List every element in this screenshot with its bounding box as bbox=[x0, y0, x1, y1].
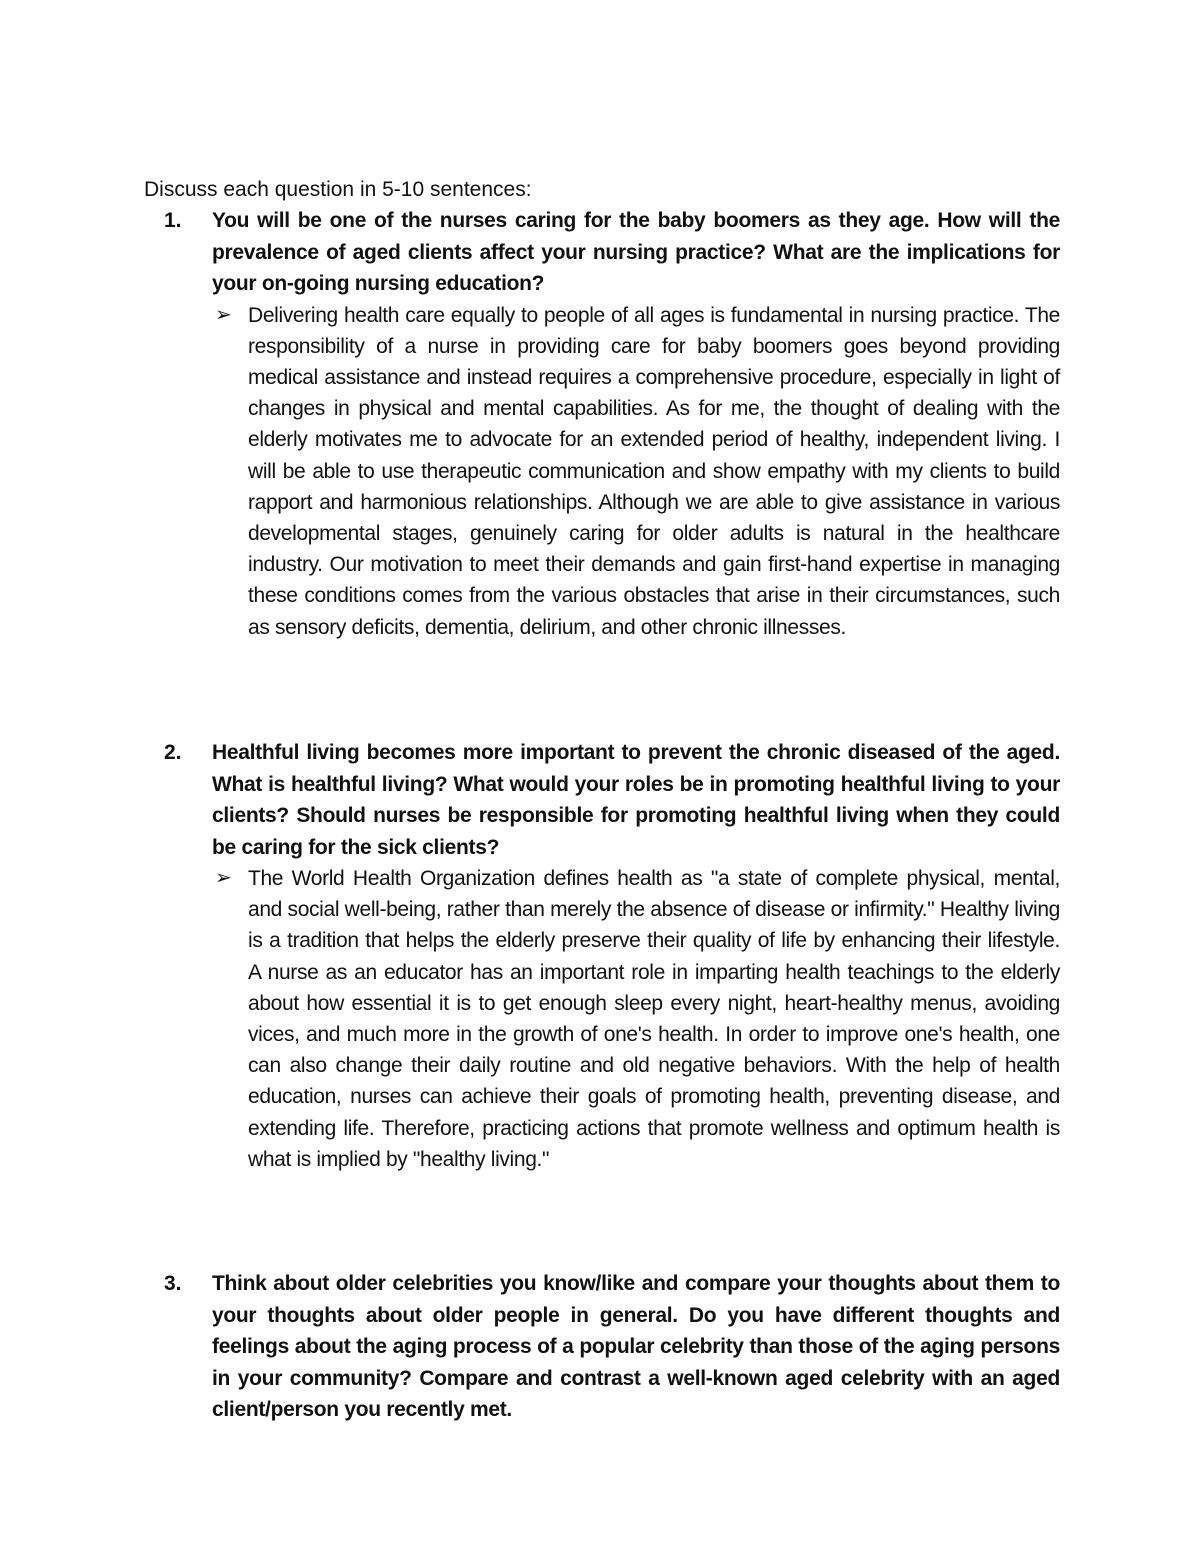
answer-item bbox=[144, 300, 1060, 643]
question-number: 1. bbox=[164, 209, 182, 232]
arrow-bullet-icon: ➢ bbox=[215, 867, 232, 889]
question-text: Think about older celebrities you know/like and compare your thoughts about them to your thoughts about older people in general. Do you have different thoughts and feelings about the aging process of a popular celebrity than those of the aging persons in your community? Compare and contrast a well-known aged celebrity with an aged client/person you recently met. bbox=[212, 1272, 1060, 1421]
question-text: You will be one of the nurses caring for the baby boomers as they age. How will the prevalence of aged clients affect your nursing practice? What are the implications for your on-going nursing education? bbox=[212, 209, 1060, 295]
answer-text: The World Health Organization defines health as "a state of complete physical, mental, and social well-being, rather than merely the absence of disease or infirmity." Healthy living is a tradition that helps the elderly preserve their quality of life by enhancing their lifestyle. A nurse as an educator has an important role in imparting health teachings to the elderly about how essential it is to get enough sleep every night, heart-healthy menus, avoiding vices, and much more in the growth of one's health. In order to improve one's health, one can also change their daily routine and old negative behaviors. With the help of health education, nurses can achieve their goals of promoting health, preventing disease, and extending life. Therefore, practicing actions that promote wellness and optimum health is what is implied by "healthy living." bbox=[248, 867, 1060, 1171]
question-number: 3. bbox=[164, 1272, 182, 1295]
question-item bbox=[144, 205, 1060, 643]
arrow-bullet-icon: ➢ bbox=[215, 303, 232, 326]
answer-text: Delivering health care equally to people of all ages is fundamental in nursing practice. The responsibility of a nurse in providing care for baby boomers goes beyond providing medical assistance and instead requires a comprehensive procedure, especially in light of changes in physical and mental capabilities. As for me, the thought of dealing with the elderly motivates me to advocate for an extended period of healthy, independent living. I will be able to use therapeutic communication and show empathy with my clients to build rapport and harmonious relationships. Although we are able to give assistance in various developmental stages, genuinely caring for older adults is natural in the healthcare industry. Our motivation to meet their demands and gain first-hand expertise in managing these conditions comes from the various obstacles that arise in their circumstances, such as sensory deficits, dementia, delirium, and other chronic illnesses. bbox=[248, 303, 1060, 639]
question-item bbox=[144, 1268, 1060, 1426]
question-item bbox=[144, 737, 1060, 1175]
question-number: 2. bbox=[164, 741, 182, 764]
question-text: Healthful living becomes more important to prevent the chronic diseased of the aged. What is healthful living? What would your roles be in promoting healthful living to your clients? Should nurses be responsible for promoting healthful living when they could be caring for the sick clients? bbox=[212, 741, 1060, 859]
answer-item bbox=[144, 863, 1060, 1175]
instructions-text: Discuss each question in 5-10 sentences: bbox=[144, 178, 532, 201]
